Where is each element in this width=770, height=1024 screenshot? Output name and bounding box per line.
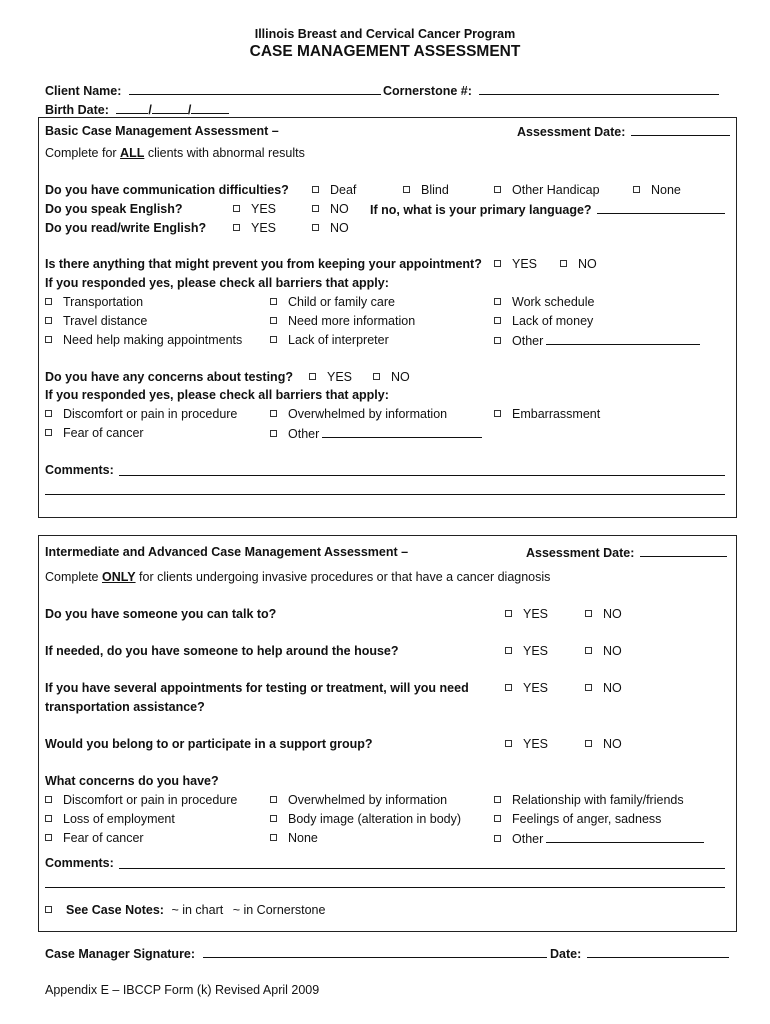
signature-date-label: Date: <box>550 947 582 961</box>
option-label: Loss of employment <box>63 812 175 826</box>
checkbox[interactable] <box>373 373 380 380</box>
testing-other-field[interactable] <box>322 426 482 438</box>
client-name-label: Client Name: <box>45 84 122 98</box>
cornerstone-field[interactable] <box>479 83 719 95</box>
checkbox[interactable] <box>585 684 592 691</box>
barrier-option[interactable] <box>494 295 594 309</box>
checkbox[interactable] <box>233 224 240 231</box>
talk-question: Do you have someone you can talk to? <box>45 607 277 621</box>
option-label: Feelings of anger, sadness <box>512 812 662 826</box>
basic-title: Basic Case Management Assessment – <box>45 124 279 138</box>
option-label: NO <box>330 221 349 235</box>
option-label: Overwhelmed by information <box>288 407 448 421</box>
checkbox[interactable] <box>494 298 501 305</box>
checkbox[interactable] <box>233 205 240 212</box>
option-label: Need help making appointments <box>63 333 243 347</box>
option-label: Lack of interpreter <box>288 333 389 347</box>
checkbox[interactable] <box>270 317 277 324</box>
option-label: Embarrassment <box>512 407 601 421</box>
prevent-question: Is there anything that might prevent you from keeping your appointment? <box>45 257 482 271</box>
checkbox[interactable] <box>505 740 512 747</box>
checkbox[interactable] <box>45 336 52 343</box>
basic-instruction-pre: Complete for <box>45 146 117 160</box>
support-group-yes[interactable] <box>505 737 548 751</box>
advanced-comments-field-2[interactable] <box>45 887 725 888</box>
checkbox[interactable] <box>270 834 277 841</box>
house-help-no[interactable] <box>585 644 622 658</box>
option-label: YES <box>523 681 549 695</box>
checkbox[interactable] <box>45 906 52 913</box>
advanced-title: Intermediate and Advanced Case Management Assessment – <box>45 545 409 559</box>
barriers-question: If you responded yes, please check all barriers that apply: <box>45 276 389 290</box>
option-label: YES <box>251 221 277 235</box>
footer-text: Appendix E – IBCCP Form (k) Revised April 2009 <box>45 983 320 997</box>
option-label: NO <box>603 681 622 695</box>
option-label: Other <box>512 832 544 846</box>
option-label: YES <box>523 644 549 658</box>
talk-yes[interactable] <box>505 607 548 621</box>
option-label: YES <box>523 737 549 751</box>
program-name: Illinois Breast and Cervical Cancer Program <box>254 27 516 41</box>
house-help-yes[interactable] <box>505 644 548 658</box>
basic-instruction <box>45 146 305 160</box>
testing-barrier-option-other[interactable] <box>270 426 482 441</box>
page-title: CASE MANAGEMENT ASSESSMENT <box>249 43 521 60</box>
read-write-no[interactable] <box>312 221 349 235</box>
option-label: Relationship with family/friends <box>512 793 684 807</box>
barrier-option[interactable] <box>270 295 395 309</box>
client-name-field[interactable] <box>129 83 381 95</box>
signature-date-row <box>550 946 729 961</box>
transport-question-line1: If you have several appointments for testing or treatment, will you need <box>45 681 469 695</box>
speak-english-no[interactable] <box>312 202 349 216</box>
primary-language-field[interactable] <box>597 202 725 214</box>
advanced-comments-label: Comments: <box>45 856 114 870</box>
option-label: Discomfort or pain in procedure <box>63 407 238 421</box>
concern-option[interactable] <box>45 793 237 807</box>
basic-instruction-post: clients with abnormal results <box>147 146 305 160</box>
case-notes-chart[interactable]: ~ in chart <box>171 903 224 917</box>
option-label: Deaf <box>330 183 357 197</box>
testing-barrier-option[interactable] <box>45 407 237 421</box>
advanced-instruction-pre: Complete <box>45 570 99 584</box>
barrier-option[interactable] <box>494 314 593 328</box>
read-write-yes[interactable] <box>233 221 276 235</box>
transport-question-line2: transportation assistance? <box>45 700 205 714</box>
option-label: NO <box>391 370 410 384</box>
read-write-question: Do you read/write English? <box>45 221 207 235</box>
checkbox[interactable] <box>494 796 501 803</box>
checkbox[interactable] <box>312 224 319 231</box>
testing-yes[interactable] <box>309 370 352 384</box>
client-name-row <box>45 83 381 98</box>
cornerstone-row <box>383 83 719 98</box>
option-label: Fear of cancer <box>63 426 144 440</box>
concern-option[interactable] <box>270 812 461 826</box>
testing-barrier-option[interactable] <box>494 407 600 421</box>
option-label: NO <box>603 644 622 658</box>
case-notes-label: See Case Notes: <box>66 903 164 917</box>
option-label: NO <box>603 607 622 621</box>
checkbox[interactable] <box>270 815 277 822</box>
option-label: Fear of cancer <box>63 831 144 845</box>
checkbox[interactable] <box>494 260 501 267</box>
concern-option[interactable] <box>270 793 447 807</box>
basic-date-label: Assessment Date: <box>517 125 626 139</box>
basic-date-field[interactable] <box>631 124 730 136</box>
checkbox[interactable] <box>494 410 501 417</box>
checkbox[interactable] <box>494 835 501 842</box>
birth-day-field[interactable] <box>152 102 188 114</box>
checkbox[interactable] <box>494 317 501 324</box>
concern-option[interactable] <box>494 812 661 826</box>
checkbox[interactable] <box>494 337 501 344</box>
barrier-option-other[interactable] <box>494 333 700 348</box>
option-label: None <box>288 831 318 845</box>
option-label: YES <box>512 257 538 271</box>
advanced-date-label: Assessment Date: <box>526 546 635 560</box>
basic-comments-field[interactable] <box>119 475 725 476</box>
option-label: Other Handicap <box>512 183 600 197</box>
concern-option[interactable] <box>494 793 684 807</box>
birth-sep: / <box>187 103 192 117</box>
support-group-question: Would you belong to or participate in a support group? <box>45 737 373 751</box>
checkbox[interactable] <box>309 373 316 380</box>
checkbox[interactable] <box>45 815 52 822</box>
communication-question: Do you have communication difficulties? <box>45 183 289 197</box>
primary-language-label: If no, what is your primary language? <box>370 203 592 217</box>
basic-comments-field-2[interactable] <box>45 494 725 495</box>
basic-date-row <box>517 124 730 139</box>
checkbox[interactable] <box>505 684 512 691</box>
testing-no[interactable] <box>373 370 410 384</box>
concerns-question: What concerns do you have? <box>45 774 219 788</box>
option-label: Other <box>288 427 320 441</box>
option-label: Transportation <box>63 295 144 309</box>
option-label: Blind <box>421 183 449 197</box>
speak-english-yes[interactable] <box>233 202 276 216</box>
advanced-instruction <box>45 570 550 584</box>
option-label: NO <box>330 202 349 216</box>
checkbox[interactable] <box>585 647 592 654</box>
option-label: YES <box>327 370 353 384</box>
checkbox[interactable] <box>494 815 501 822</box>
checkbox[interactable] <box>633 186 640 193</box>
support-group-no[interactable] <box>585 737 622 751</box>
birth-sep: / <box>148 103 152 117</box>
barrier-option[interactable] <box>270 314 415 328</box>
checkbox[interactable] <box>45 410 52 417</box>
birth-month-field[interactable] <box>116 102 148 114</box>
option-label: Work schedule <box>512 295 595 309</box>
concern-option[interactable] <box>270 831 318 845</box>
checkbox[interactable] <box>270 796 277 803</box>
case-notes-cornerstone[interactable]: ~ in Cornerstone <box>232 903 326 917</box>
speak-english-question: Do you speak English? <box>45 202 183 216</box>
checkbox[interactable] <box>505 647 512 654</box>
checkbox[interactable] <box>585 610 592 617</box>
option-label: Need more information <box>288 314 416 328</box>
checkbox[interactable] <box>45 796 52 803</box>
birth-year-field[interactable] <box>191 102 229 114</box>
barrier-option[interactable] <box>45 295 143 309</box>
checkbox[interactable] <box>403 186 410 193</box>
barrier-option[interactable] <box>45 314 147 328</box>
concern-option-other[interactable] <box>494 831 704 846</box>
testing-barriers-question: If you responded yes, please check all barriers that apply: <box>45 388 389 402</box>
checkbox[interactable] <box>45 429 52 436</box>
advanced-instruction-em: ONLY <box>101 570 136 584</box>
checkbox[interactable] <box>270 298 277 305</box>
option-label: Lack of money <box>512 314 594 328</box>
option-label: Other <box>512 334 544 348</box>
transport-no[interactable] <box>585 681 622 695</box>
advanced-date-field[interactable] <box>640 545 727 557</box>
option-label: YES <box>523 607 549 621</box>
checkbox[interactable] <box>270 336 277 343</box>
option-other-handicap[interactable] <box>494 183 600 197</box>
checkbox[interactable] <box>45 834 52 841</box>
checkbox[interactable] <box>270 410 277 417</box>
basic-comments-label: Comments: <box>45 463 114 477</box>
checkbox[interactable] <box>494 186 501 193</box>
checkbox[interactable] <box>45 298 52 305</box>
option-label: YES <box>251 202 277 216</box>
checkbox[interactable] <box>560 260 567 267</box>
option-label: Overwhelmed by information <box>288 793 448 807</box>
signature-date-field[interactable] <box>587 946 729 958</box>
testing-barrier-option[interactable] <box>270 407 447 421</box>
advanced-assessment-box <box>38 535 737 932</box>
checkbox[interactable] <box>45 317 52 324</box>
birth-date-label: Birth Date: <box>45 103 109 117</box>
barrier-option[interactable] <box>45 333 242 347</box>
advanced-instruction-post: for clients undergoing invasive procedures or that have a cancer diagnosis <box>139 570 551 584</box>
option-blind[interactable] <box>403 183 449 197</box>
option-label: None <box>651 183 681 197</box>
prevent-no[interactable] <box>560 257 597 271</box>
concern-other-field[interactable] <box>546 831 704 843</box>
option-label: NO <box>578 257 597 271</box>
option-label: Body image (alteration in body) <box>288 812 462 826</box>
option-label: Child or family care <box>288 295 395 309</box>
primary-language-row <box>370 202 725 217</box>
signature-row <box>45 946 547 961</box>
testing-barrier-option[interactable] <box>45 426 144 440</box>
checkbox[interactable] <box>270 430 277 437</box>
cornerstone-label: Cornerstone #: <box>383 84 472 98</box>
basic-instruction-em: ALL <box>120 146 145 160</box>
testing-question: Do you have any concerns about testing? <box>45 370 293 384</box>
signature-field[interactable] <box>203 946 547 958</box>
advanced-comments-field[interactable] <box>119 868 725 869</box>
option-label: Travel distance <box>63 314 148 328</box>
option-label: NO <box>603 737 622 751</box>
checkbox[interactable] <box>312 186 319 193</box>
transport-yes[interactable] <box>505 681 548 695</box>
checkbox[interactable] <box>312 205 319 212</box>
concern-option[interactable] <box>45 812 175 826</box>
barrier-option[interactable] <box>270 333 389 347</box>
signature-label: Case Manager Signature: <box>45 947 196 961</box>
barrier-other-field[interactable] <box>546 333 700 345</box>
talk-no[interactable] <box>585 607 622 621</box>
checkbox[interactable] <box>505 610 512 617</box>
advanced-date-row <box>526 545 727 560</box>
prevent-yes[interactable] <box>494 257 537 271</box>
birth-date-row <box>45 102 229 117</box>
concern-option[interactable] <box>45 831 144 845</box>
option-deaf[interactable] <box>312 183 356 197</box>
option-label: Discomfort or pain in procedure <box>63 793 238 807</box>
house-help-question: If needed, do you have someone to help around the house? <box>45 644 399 658</box>
option-none[interactable] <box>633 183 681 197</box>
case-notes-row[interactable] <box>45 903 325 917</box>
checkbox[interactable] <box>585 740 592 747</box>
